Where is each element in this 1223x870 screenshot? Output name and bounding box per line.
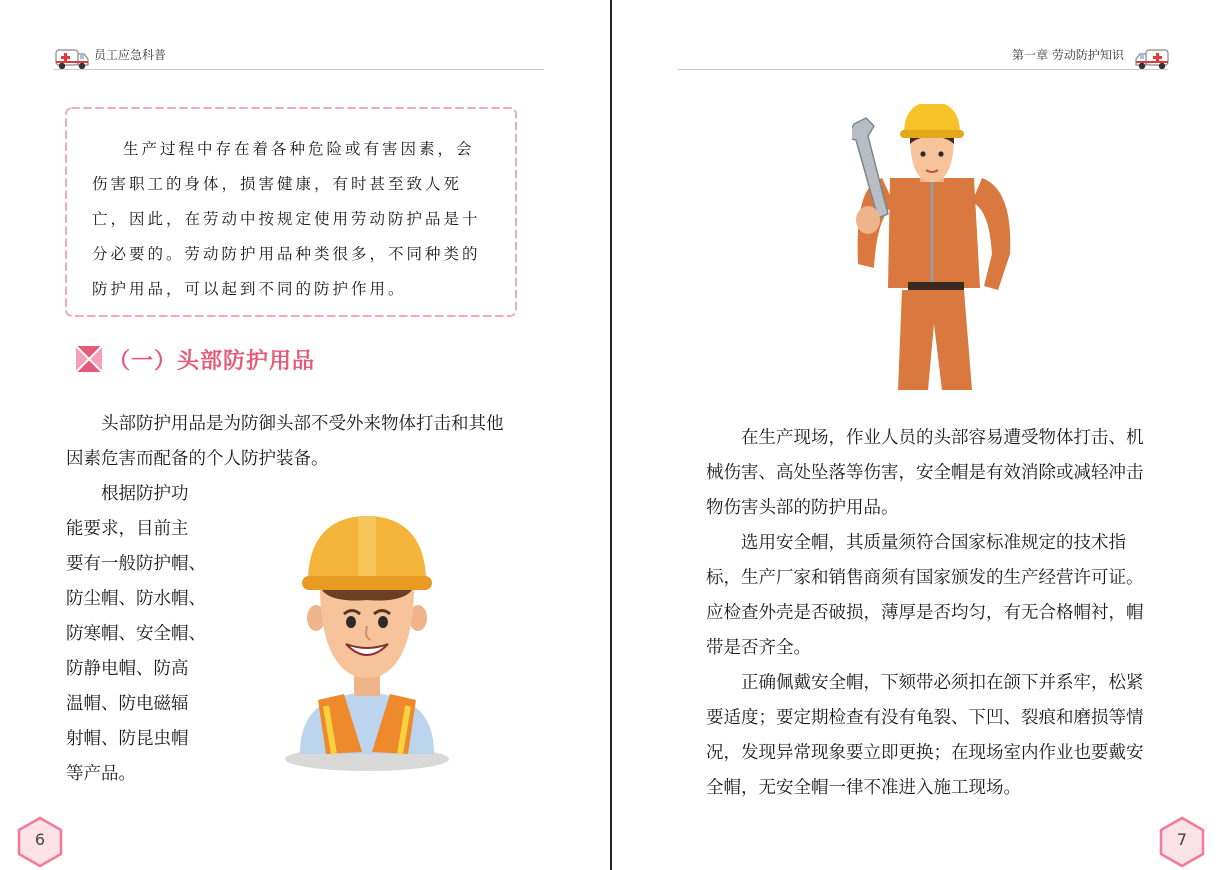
text-line: 要有一般防护帽、: [66, 554, 206, 574]
text-line: 防寒帽、安全帽、: [66, 624, 206, 644]
left-page: [0, 0, 611, 870]
helmet-types-paragraph: [66, 477, 216, 792]
page-number: 7: [1176, 830, 1188, 849]
header-divider: [678, 69, 1168, 70]
text-line: 能要求，目前主: [66, 519, 189, 539]
section-title: （一）头部防护用品: [108, 348, 316, 374]
worker-smiling-illustration: [282, 516, 452, 774]
ambulance-icon: [1134, 44, 1170, 72]
text-line: 等产品。: [66, 764, 136, 784]
page-number-box: [1158, 816, 1206, 868]
header-divider: [54, 69, 544, 70]
paragraph-selection: 选用安全帽，其质量须符合国家标准规定的技术指标，生产厂家和销售商须有国家颁发的生产经营许可证。应检查外壳是否破损，薄厚是否均匀，有无合格帽衬，帽带是否齐全。: [706, 533, 1144, 658]
text-line: 射帽、防昆虫帽: [66, 729, 189, 749]
worker-wrench-illustration: [852, 104, 1012, 390]
text-line: 根据防护功: [101, 484, 189, 504]
paragraph-hazards: 在生产现场，作业人员的头部容易遭受物体打击、机械伤害、高处坠落等伤害，安全帽是有效消除或减轻冲击物伤害头部的防护用品。: [706, 428, 1144, 518]
text-line: 温帽、防电磁辐: [66, 694, 189, 714]
text-line: 防静电帽、防高: [66, 659, 189, 679]
intro-callout: [62, 104, 520, 320]
text-line: 防尘帽、防水帽、: [66, 589, 206, 609]
header-title: 第一章 劳动防护知识: [1012, 48, 1124, 62]
head-protection-intro: 头部防护用品是为防御头部不受外来物体打击和其他因素危害而配备的个人防护装备。: [66, 414, 504, 469]
section-icon: [76, 346, 102, 372]
header-title: 员工应急科普: [94, 48, 167, 62]
paragraph-wearing: 正确佩戴安全帽，下颏带必须扣在颌下并系牢，松紧要适度；要定期检查有没有龟裂、下凹、裂痕和磨损等情况，发现异常现象要立即更换；在现场室内作业也要戴安全帽，无安全帽一律不准进入施工现场。: [706, 673, 1144, 798]
page-number-box: [16, 816, 64, 868]
section-heading: [76, 342, 315, 376]
callout-text: 生产过程中存在着各种危险或有害因素，会伤害职工的身体，损害健康，有时甚至致人死亡，因此，在劳动中按规定使用劳动防护品是十分必要的。劳动防护用品种类很多，不同种类的防护用品，可以起到不同的防护作用。: [92, 140, 481, 298]
page-number: 6: [34, 830, 46, 849]
ambulance-icon: [54, 44, 90, 72]
right-page: [612, 0, 1223, 870]
